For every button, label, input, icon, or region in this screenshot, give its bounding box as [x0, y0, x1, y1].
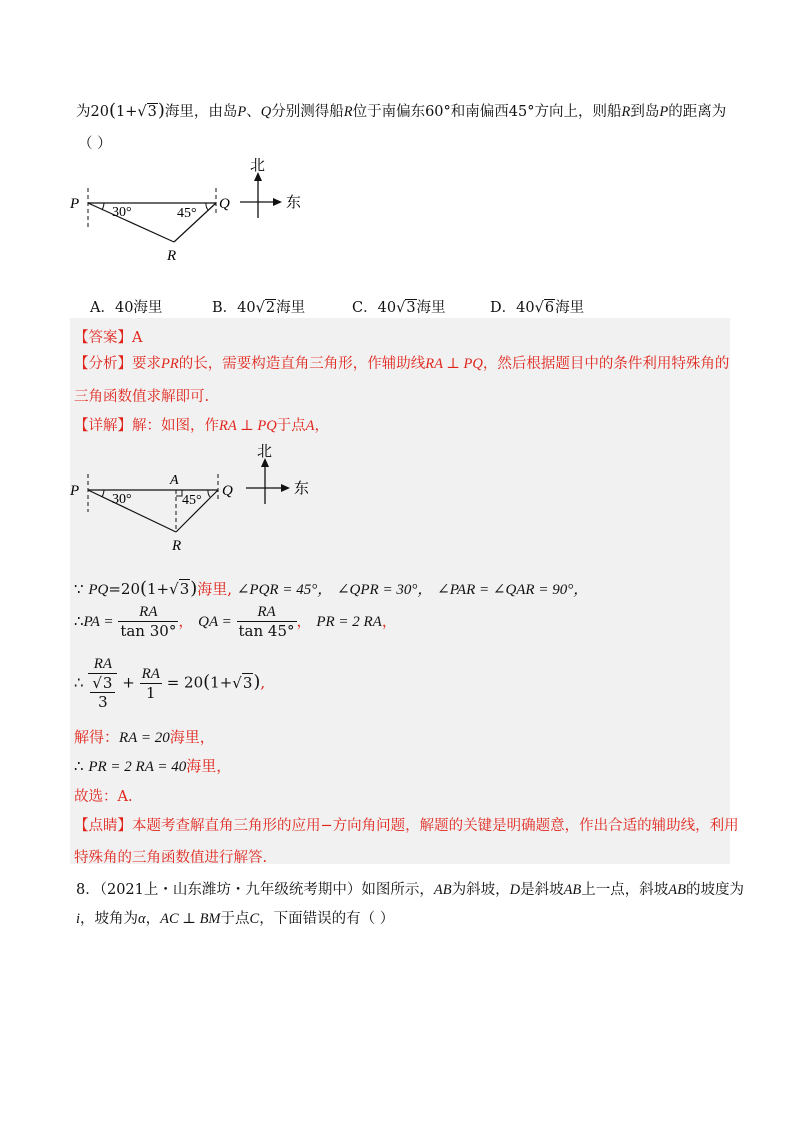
answer-paren: （ ）	[78, 136, 112, 152]
label-p: P	[70, 483, 80, 499]
analysis-line-2: 三角函数值求解即可.	[74, 389, 210, 405]
option-c[interactable]: C．40√3海里	[352, 300, 446, 316]
comment-line-2: 特殊角的三角函数值进行解答.	[74, 850, 268, 866]
expr-paren: (	[108, 100, 116, 121]
label-north: 北	[257, 444, 273, 460]
step-2: ∴PA = $\frac{RA}{\tan 30^\circ}$ ， QA = $\frac{RA}{\tan 45^\circ}$ ， PR = 2 RA，	[74, 604, 397, 640]
step-1: ∵ PQ=20(1+√3)海里, ∠PQR = 45°， ∠QPR = 30°， ∠PAR = ∠QAR = 90°，	[74, 578, 589, 599]
label-q: Q	[219, 196, 230, 212]
east-arrow-icon	[273, 198, 282, 206]
label-angle-30: 30°	[112, 492, 132, 507]
angle-arc-p	[102, 203, 104, 210]
option-d[interactable]: D．40√6海里	[490, 300, 585, 316]
label-r: R	[172, 538, 182, 554]
comment-line-1: 【点睛】本题考查解直角三角形的应用−方向角问题，解题的关键是明确题意，作出合适的辅助线，利用	[74, 818, 739, 834]
option-a[interactable]: A．40海里	[90, 300, 163, 316]
east-arrow-icon	[281, 484, 290, 492]
label-east: 东	[286, 195, 302, 211]
detail-line-1: 【详解】解：如图，作RA ⊥ PQ于点A，	[74, 418, 330, 434]
label-east: 东	[294, 481, 310, 497]
label-q: Q	[222, 483, 233, 499]
label-north: 北	[250, 158, 266, 174]
label-angle-45: 45°	[177, 206, 197, 221]
side-pr	[88, 490, 176, 532]
option-b[interactable]: B．40√2海里	[212, 300, 306, 316]
question-line-1: 为20(1+√3)海里，由岛P、Q分别测得船R位于南偏东60°和南偏西45°方向上，则船R到岛P的距离为	[76, 100, 727, 121]
choose-line: 故选：A.	[74, 789, 133, 805]
analysis-line-1: 【分析】要求PR的长，需要构造直角三角形，作辅助线RA ⊥ PQ，然后根据题目中的条件利用特殊角的	[74, 356, 730, 372]
question8-line-1: 8．（2021上・山东潍坊・九年级统考期中）如图所示，AB为斜坡，D是斜坡AB上一点，斜坡AB的坡度为	[76, 882, 745, 898]
sqrt-3: √3	[137, 104, 157, 120]
answer-line: 【答案】A	[74, 330, 143, 346]
figure-triangle-2	[64, 436, 324, 556]
label-angle-30: 30°	[112, 205, 132, 220]
label-angle-45: 45°	[182, 493, 202, 508]
label-a: A	[170, 473, 179, 488]
angle-arc-q	[206, 203, 208, 210]
label-p: P	[70, 196, 80, 212]
step-5: ∴ PR = 2 RA = 40海里，	[74, 757, 232, 775]
step-3: ∴ $\frac{RA}{\frac{√3}{3}}$ + $\frac{RA}{1}$ = 20(1+√3),	[74, 656, 266, 711]
step-4: 解得：RA = 20海里，	[74, 728, 215, 746]
question8-line-2: i，坡角为α，AC ⊥ BM于点C，下面错误的有（ ）	[76, 911, 395, 927]
figure-triangle-1	[64, 150, 314, 265]
label-r: R	[167, 248, 177, 264]
